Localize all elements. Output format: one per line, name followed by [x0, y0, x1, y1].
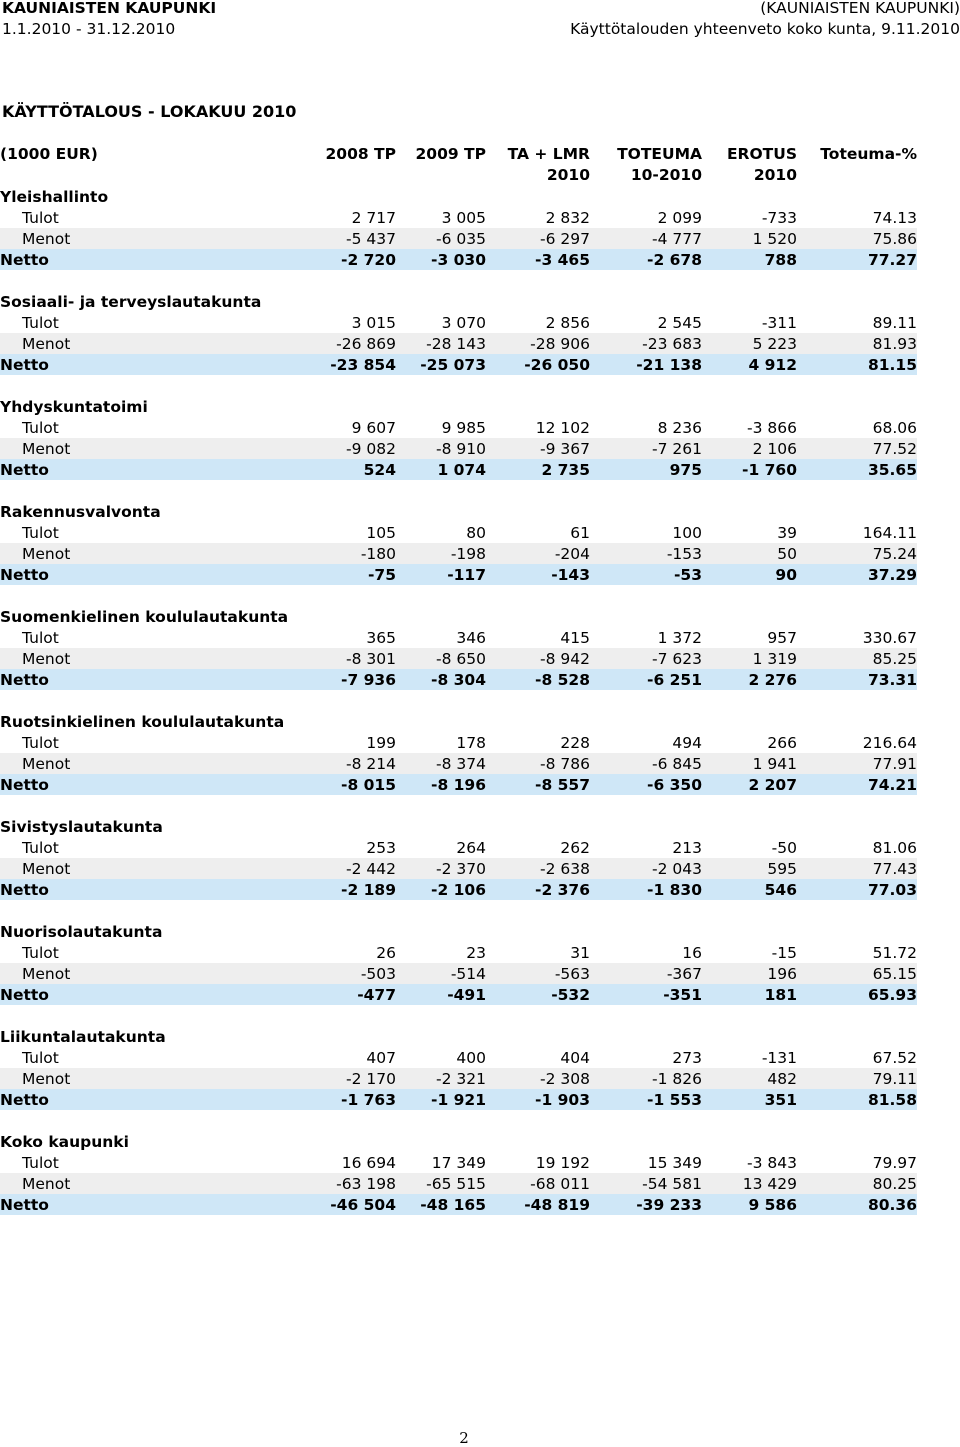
table-cell: -143 [486, 564, 590, 585]
table-row-tulot [0, 522, 917, 543]
table-cell: -180 [316, 543, 396, 564]
table-cell: -54 581 [590, 1173, 702, 1194]
row-label: Menot [0, 1173, 316, 1194]
table-cell: 74.13 [872, 208, 917, 227]
org-name-right: (KAUNIAISTEN KAUPUNKI) [760, 0, 960, 17]
table-cell: 15 349 [647, 1153, 702, 1172]
table-cell: 273 [672, 1048, 702, 1067]
row-label: Tulot [22, 943, 59, 962]
row-label: Netto [0, 354, 316, 375]
table-cell: 75.24 [797, 543, 917, 564]
table-cell: -2 321 [396, 1068, 486, 1089]
table-cell: 65.15 [797, 963, 917, 984]
table-cell: -28 143 [396, 333, 486, 354]
table-row-netto [0, 249, 917, 270]
row-label: Menot [0, 858, 316, 879]
row-label: Menot [0, 1068, 316, 1089]
table-cell: 199 [366, 733, 396, 752]
table-cell: 164.11 [862, 523, 917, 542]
table-cell: 2 735 [486, 459, 590, 480]
table-cell: -2 678 [590, 249, 702, 270]
table-cell: 39 [777, 523, 797, 542]
table-cell: 73.31 [797, 669, 917, 690]
section-header [0, 711, 917, 732]
table-cell: 407 [366, 1048, 396, 1067]
table-cell: 19 192 [535, 1153, 590, 1172]
table-cell: 17 349 [431, 1153, 486, 1172]
table-cell: -1 826 [590, 1068, 702, 1089]
table-cell: 100 [672, 523, 702, 542]
row-label: Netto [0, 1194, 316, 1215]
table-cell: 23 [466, 943, 486, 962]
table-row-tulot [0, 732, 917, 753]
table-cell: 3 070 [441, 313, 486, 332]
table-cell: 365 [366, 628, 396, 647]
section-header [0, 606, 917, 627]
table-row-netto [0, 879, 917, 900]
table-cell: 61 [570, 523, 590, 542]
table-cell: 330.67 [862, 628, 917, 647]
table-cell: 788 [702, 249, 797, 270]
table-row-menot [0, 648, 917, 669]
table-cell: 26 [376, 943, 396, 962]
table-cell: -26 869 [316, 333, 396, 354]
row-label: Menot [0, 963, 316, 984]
table-cell: -1 763 [316, 1089, 396, 1110]
table-cell: 3 015 [351, 313, 396, 332]
table-cell: -8 196 [396, 774, 486, 795]
table-cell: -15 [771, 943, 797, 962]
table-cell: 1 372 [657, 628, 702, 647]
col-toteuma-pct: Toteuma-% [820, 145, 917, 163]
table-cell: -8 910 [396, 438, 486, 459]
table-cell: -1 553 [590, 1089, 702, 1110]
table-cell: -117 [396, 564, 486, 585]
table-cell: 9 985 [441, 418, 486, 437]
table-cell: 975 [590, 459, 702, 480]
table-row-menot [0, 1068, 917, 1089]
table-cell: 51.72 [872, 943, 917, 962]
table-row-menot [0, 228, 917, 249]
table-cell: 2 106 [702, 438, 797, 459]
row-label: Menot [0, 648, 316, 669]
row-label: Menot [0, 753, 316, 774]
table-row-netto [0, 459, 917, 480]
table-cell: -2 370 [396, 858, 486, 879]
col-erotus: EROTUS 2010 [726, 145, 797, 184]
table-cell: -8 015 [316, 774, 396, 795]
table-cell: -1 903 [486, 1089, 590, 1110]
table-cell: 16 694 [341, 1153, 396, 1172]
table-cell: -131 [761, 1048, 797, 1067]
table-row-menot [0, 1173, 917, 1194]
section-title: Koko kaupunki [0, 1132, 129, 1151]
table-cell: 2 832 [545, 208, 590, 227]
table-cell: 79.11 [797, 1068, 917, 1089]
table-cell: 1 319 [702, 648, 797, 669]
table-cell: -4 777 [590, 228, 702, 249]
table-cell: 80.36 [797, 1194, 917, 1215]
table-cell: 89.11 [872, 313, 917, 332]
table-cell: -2 189 [316, 879, 396, 900]
row-label: Tulot [22, 313, 59, 332]
table-cell: 90 [702, 564, 797, 585]
table-cell: 2 856 [545, 313, 590, 332]
table-cell: -351 [590, 984, 702, 1005]
table-row-netto [0, 354, 917, 375]
table-cell: -2 043 [590, 858, 702, 879]
table-cell: -8 650 [396, 648, 486, 669]
section-spacer [0, 480, 917, 501]
table-cell: 2 099 [657, 208, 702, 227]
table-cell: -1 760 [702, 459, 797, 480]
table-cell: -198 [396, 543, 486, 564]
table-cell: -2 720 [316, 249, 396, 270]
table-cell: -367 [590, 963, 702, 984]
table-cell: 2 545 [657, 313, 702, 332]
table-cell: 12 102 [535, 418, 590, 437]
column-header-row [0, 144, 917, 186]
table-cell: 8 236 [657, 418, 702, 437]
table-cell: 85.25 [797, 648, 917, 669]
row-label: Tulot [22, 1048, 59, 1067]
table-cell: -21 138 [590, 354, 702, 375]
row-label: Tulot [22, 418, 59, 437]
table-cell: 81.15 [797, 354, 917, 375]
table-cell: -2 376 [486, 879, 590, 900]
table-cell: -3 843 [747, 1153, 797, 1172]
section-title: Liikuntalautakunta [0, 1027, 166, 1046]
report-title: Käyttötalouden yhteenveto koko kunta, 9.11.2010 [570, 20, 960, 38]
table-row-netto [0, 564, 917, 585]
table-row-netto [0, 669, 917, 690]
table-cell: -563 [486, 963, 590, 984]
table-row-tulot [0, 207, 917, 228]
budget-table [0, 144, 917, 1215]
table-cell: -25 073 [396, 354, 486, 375]
table-cell: 31 [570, 943, 590, 962]
table-row-netto [0, 984, 917, 1005]
table-cell: -6 035 [396, 228, 486, 249]
table-cell: 494 [672, 733, 702, 752]
table-cell: 77.91 [797, 753, 917, 774]
table-cell: 3 005 [441, 208, 486, 227]
table-cell: 216.64 [862, 733, 917, 752]
section-title: Sosiaali- ja terveyslautakunta [0, 292, 262, 311]
table-cell: 77.52 [797, 438, 917, 459]
section-title: Ruotsinkielinen koululautakunta [0, 712, 285, 731]
table-cell: 957 [767, 628, 797, 647]
table-row-netto [0, 1089, 917, 1110]
section-header [0, 501, 917, 522]
table-cell: -63 198 [316, 1173, 396, 1194]
table-cell: -733 [761, 208, 797, 227]
table-cell: -9 082 [316, 438, 396, 459]
section-header [0, 1131, 917, 1152]
table-cell: 1 520 [702, 228, 797, 249]
table-cell: 404 [560, 1048, 590, 1067]
table-cell: 80.25 [797, 1173, 917, 1194]
page-number: 2 [459, 1429, 469, 1447]
table-cell: 266 [767, 733, 797, 752]
section-spacer [0, 690, 917, 711]
section-spacer [0, 1110, 917, 1131]
table-cell: -477 [316, 984, 396, 1005]
row-label: Netto [0, 564, 316, 585]
section-spacer [0, 375, 917, 396]
table-cell: 35.65 [797, 459, 917, 480]
table-cell: 65.93 [797, 984, 917, 1005]
table-cell: 213 [672, 838, 702, 857]
table-cell: 2 207 [702, 774, 797, 795]
table-cell: -491 [396, 984, 486, 1005]
row-label: Tulot [22, 628, 59, 647]
table-cell: 77.43 [797, 858, 917, 879]
table-cell: 75.86 [797, 228, 917, 249]
table-cell: 196 [702, 963, 797, 984]
table-cell: 80 [466, 523, 486, 542]
row-label: Netto [0, 669, 316, 690]
table-cell: -204 [486, 543, 590, 564]
table-cell: 1 074 [396, 459, 486, 480]
table-row-menot [0, 438, 917, 459]
table-row-menot [0, 543, 917, 564]
table-row-netto [0, 774, 917, 795]
table-row-menot [0, 753, 917, 774]
table-row-menot [0, 333, 917, 354]
table-cell: -5 437 [316, 228, 396, 249]
row-label: Tulot [22, 733, 59, 752]
table-cell: 50 [702, 543, 797, 564]
section-spacer [0, 270, 917, 291]
section-title: Suomenkielinen koululautakunta [0, 607, 289, 626]
section-header [0, 396, 917, 417]
table-cell: -3 465 [486, 249, 590, 270]
row-label: Menot [0, 438, 316, 459]
table-row-menot [0, 963, 917, 984]
page-title: KÄYTTÖTALOUS - LOKAKUU 2010 [2, 102, 297, 121]
col-ta-lmr: TA + LMR 2010 [507, 145, 590, 184]
table-cell: 37.29 [797, 564, 917, 585]
table-cell: -50 [771, 838, 797, 857]
section-header [0, 816, 917, 837]
table-cell: -39 233 [590, 1194, 702, 1215]
table-cell: -48 819 [486, 1194, 590, 1215]
section-header [0, 291, 917, 312]
table-cell: -514 [396, 963, 486, 984]
table-cell: 400 [456, 1048, 486, 1067]
table-cell: 77.03 [797, 879, 917, 900]
table-cell: 524 [316, 459, 396, 480]
row-label: Netto [0, 249, 316, 270]
table-cell: -153 [590, 543, 702, 564]
row-label: Netto [0, 984, 316, 1005]
table-cell: 67.52 [872, 1048, 917, 1067]
table-cell: 262 [560, 838, 590, 857]
table-cell: 81.06 [872, 838, 917, 857]
table-cell: -2 106 [396, 879, 486, 900]
table-cell: -311 [761, 313, 797, 332]
table-cell: 253 [366, 838, 396, 857]
table-row-tulot [0, 942, 917, 963]
table-cell: -8 786 [486, 753, 590, 774]
row-label: Tulot [22, 523, 59, 542]
table-cell: -48 165 [396, 1194, 486, 1215]
table-cell: -6 350 [590, 774, 702, 795]
table-cell: 415 [560, 628, 590, 647]
table-cell: 4 912 [702, 354, 797, 375]
table-cell: -8 304 [396, 669, 486, 690]
row-label: Netto [0, 774, 316, 795]
table-cell: -68 011 [486, 1173, 590, 1194]
table-cell: 9 586 [702, 1194, 797, 1215]
table-cell: 9 607 [351, 418, 396, 437]
row-label: Menot [0, 333, 316, 354]
table-cell: 595 [702, 858, 797, 879]
row-label: Tulot [22, 1153, 59, 1172]
table-cell: -8 557 [486, 774, 590, 795]
table-cell: 346 [456, 628, 486, 647]
table-cell: -6 845 [590, 753, 702, 774]
table-cell: -3 030 [396, 249, 486, 270]
table-row-menot [0, 858, 917, 879]
table-cell: -2 308 [486, 1068, 590, 1089]
table-cell: -28 906 [486, 333, 590, 354]
col-toteuma: TOTEUMA 10-2010 [617, 145, 702, 184]
table-cell: 351 [702, 1089, 797, 1110]
section-title: Sivistyslautakunta [0, 817, 163, 836]
table-cell: -7 936 [316, 669, 396, 690]
table-cell: 79.97 [872, 1153, 917, 1172]
section-spacer [0, 900, 917, 921]
table-cell: -46 504 [316, 1194, 396, 1215]
table-cell: 546 [702, 879, 797, 900]
table-cell: -1 830 [590, 879, 702, 900]
table-cell: -65 515 [396, 1173, 486, 1194]
table-cell: -9 367 [486, 438, 590, 459]
table-cell: 1 941 [702, 753, 797, 774]
table-cell: 2 276 [702, 669, 797, 690]
table-cell: -1 921 [396, 1089, 486, 1110]
section-title: Yleishallinto [0, 187, 109, 206]
section-spacer [0, 1005, 917, 1026]
row-label: Tulot [22, 838, 59, 857]
table-cell: -7 623 [590, 648, 702, 669]
section-header [0, 186, 917, 207]
table-row-tulot [0, 312, 917, 333]
table-row-tulot [0, 1047, 917, 1068]
table-cell: 81.93 [797, 333, 917, 354]
table-cell: 77.27 [797, 249, 917, 270]
col-2009-tp: 2009 TP [415, 145, 486, 163]
table-cell: -8 214 [316, 753, 396, 774]
table-cell: 2 717 [351, 208, 396, 227]
table-cell: 105 [366, 523, 396, 542]
table-row-tulot [0, 627, 917, 648]
row-label: Menot [0, 228, 316, 249]
row-label: Netto [0, 879, 316, 900]
table-cell: -2 170 [316, 1068, 396, 1089]
table-cell: 482 [702, 1068, 797, 1089]
table-cell: 178 [456, 733, 486, 752]
table-cell: 74.21 [797, 774, 917, 795]
table-cell: 81.58 [797, 1089, 917, 1110]
table-cell: -8 374 [396, 753, 486, 774]
table-cell: -3 866 [747, 418, 797, 437]
table-row-netto [0, 1194, 917, 1215]
table-cell: -2 638 [486, 858, 590, 879]
table-cell: -2 442 [316, 858, 396, 879]
table-row-tulot [0, 837, 917, 858]
table-cell: 264 [456, 838, 486, 857]
row-label: Netto [0, 1089, 316, 1110]
row-label: Netto [0, 459, 316, 480]
table-cell: 13 429 [702, 1173, 797, 1194]
table-row-tulot [0, 417, 917, 438]
table-cell: 68.06 [872, 418, 917, 437]
table-row-tulot [0, 1152, 917, 1173]
col-2008-tp: 2008 TP [325, 145, 396, 163]
table-cell: -23 683 [590, 333, 702, 354]
table-cell: -26 050 [486, 354, 590, 375]
table-cell: -8 942 [486, 648, 590, 669]
org-name: KAUNIAISTEN KAUPUNKI [2, 0, 217, 17]
section-header [0, 921, 917, 942]
table-cell: -8 528 [486, 669, 590, 690]
table-cell: -53 [590, 564, 702, 585]
section-title: Nuorisolautakunta [0, 922, 163, 941]
row-label: Menot [0, 543, 316, 564]
table-cell: -7 261 [590, 438, 702, 459]
section-title: Yhdyskuntatoimi [0, 397, 148, 416]
table-cell: -532 [486, 984, 590, 1005]
table-cell: 228 [560, 733, 590, 752]
report-period: 1.1.2010 - 31.12.2010 [2, 20, 176, 38]
table-cell: -75 [316, 564, 396, 585]
table-cell: 5 223 [702, 333, 797, 354]
unit-label: (1000 EUR) [0, 145, 98, 163]
table-cell: 181 [702, 984, 797, 1005]
table-cell: -503 [316, 963, 396, 984]
table-cell: -23 854 [316, 354, 396, 375]
table-cell: -8 301 [316, 648, 396, 669]
section-header [0, 1026, 917, 1047]
table-cell: -6 251 [590, 669, 702, 690]
section-spacer [0, 585, 917, 606]
section-spacer [0, 795, 917, 816]
table-cell: -6 297 [486, 228, 590, 249]
row-label: Tulot [22, 208, 59, 227]
section-title: Rakennusvalvonta [0, 502, 161, 521]
table-cell: 16 [682, 943, 702, 962]
